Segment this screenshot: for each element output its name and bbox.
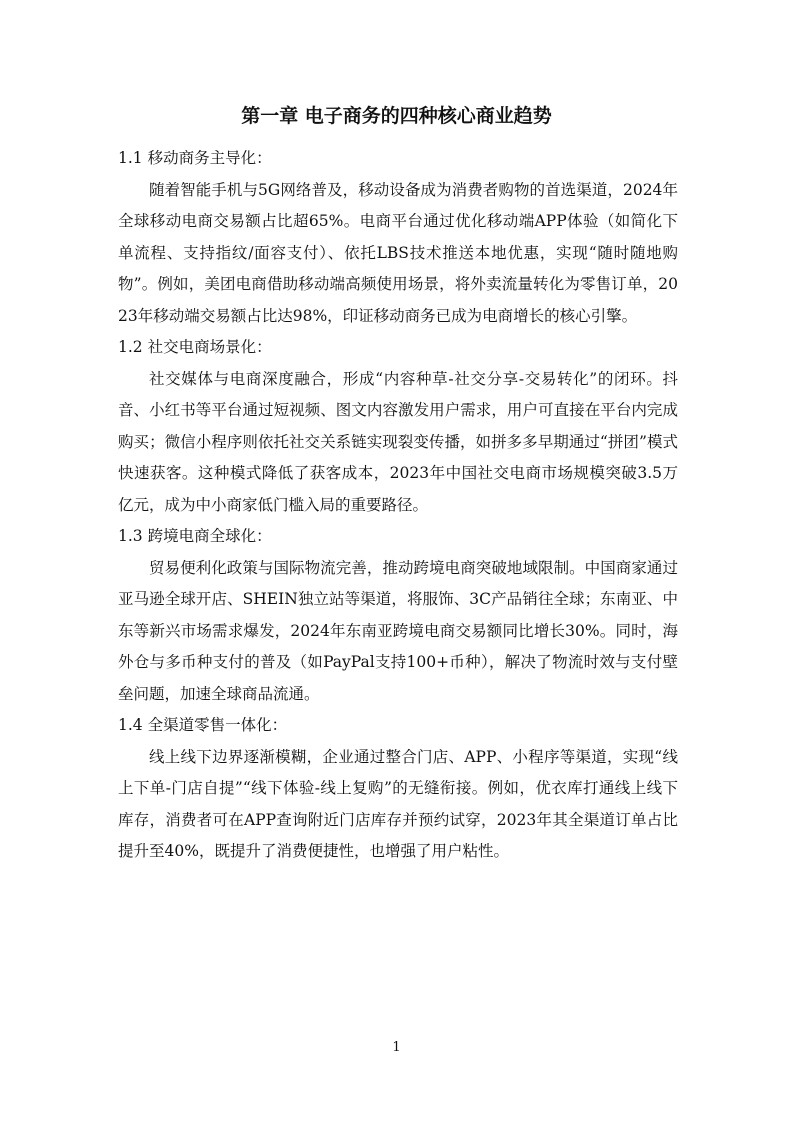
section-heading: 1.1 移动商务主导化： <box>118 149 272 167</box>
section-heading: 1.4 全渠道零售一体化： <box>118 716 288 734</box>
section-paragraph: 随着智能手机与5G网络普及，移动设备成为消费者购物的首选渠道，2024年全球移动电商交易额占比超65%。电商平台通过优化移动端APP体验（如简化下单流程、支持指纹/面容支付）、依托LBS技术推送本地优惠，实现“随时随地购物”。例如，美团电商借助移动端高频使用场景，将外卖流量转化为零售订单，2023年移动端交易额占比达98%，印证移动商务已成为电商增长的核心引擎。 <box>118 180 678 325</box>
section-paragraph: 贸易便利化政策与国际物流完善，推动跨境电商突破地域限制。中国商家通过亚马逊全球开店、SHEIN独立站等渠道，将服饰、3C产品销往全球；东南亚、中东等新兴市场需求爆发，2024年东南亚跨境电商交易额同比增长30%。同时，海外仓与多币种支付的普及（如PayPal支持100+币种），解决了物流时效与支付壁垒问题，加速全球商品流通。 <box>118 558 678 703</box>
section-mobile-commerce <box>118 143 678 332</box>
section-paragraph: 社交媒体与电商深度融合，形成“内容种草-社交分享-交易转化”的闭环。抖音、小红书等平台通过短视频、图文内容激发用户需求，用户可直接在平台内完成购买；微信小程序则依托社交关系链实现裂变传播，如拼多多早期通过“拼团”模式快速获客。这种模式降低了获客成本，2023年中国社交电商市场规模突破3.5万亿元，成为中小商家低门槛入局的重要路径。 <box>118 369 678 514</box>
page-number: 1 <box>392 1040 401 1055</box>
section-paragraph: 线上线下边界逐渐模糊，企业通过整合门店、APP、小程序等渠道，实现“线上下单-门店自提”“线下体验-线上复购”的无缝衔接。例如，优衣库打通线上线下库存，消费者可在APP查询附近门店库存并预约试穿，2023年其全渠道订单占比提升至40%，既提升了消费便捷性，也增强了用户粘性。 <box>118 747 678 860</box>
section-omnichannel-retail <box>118 710 678 868</box>
section-social-commerce <box>118 332 678 521</box>
section-heading: 1.3 跨境电商全球化： <box>118 527 272 545</box>
section-cross-border-commerce <box>118 521 678 710</box>
section-heading: 1.2 社交电商场景化： <box>118 338 272 356</box>
chapter-title: 第一章 电子商务的四种核心商业趋势 <box>241 105 552 127</box>
chapter-content <box>118 143 678 868</box>
